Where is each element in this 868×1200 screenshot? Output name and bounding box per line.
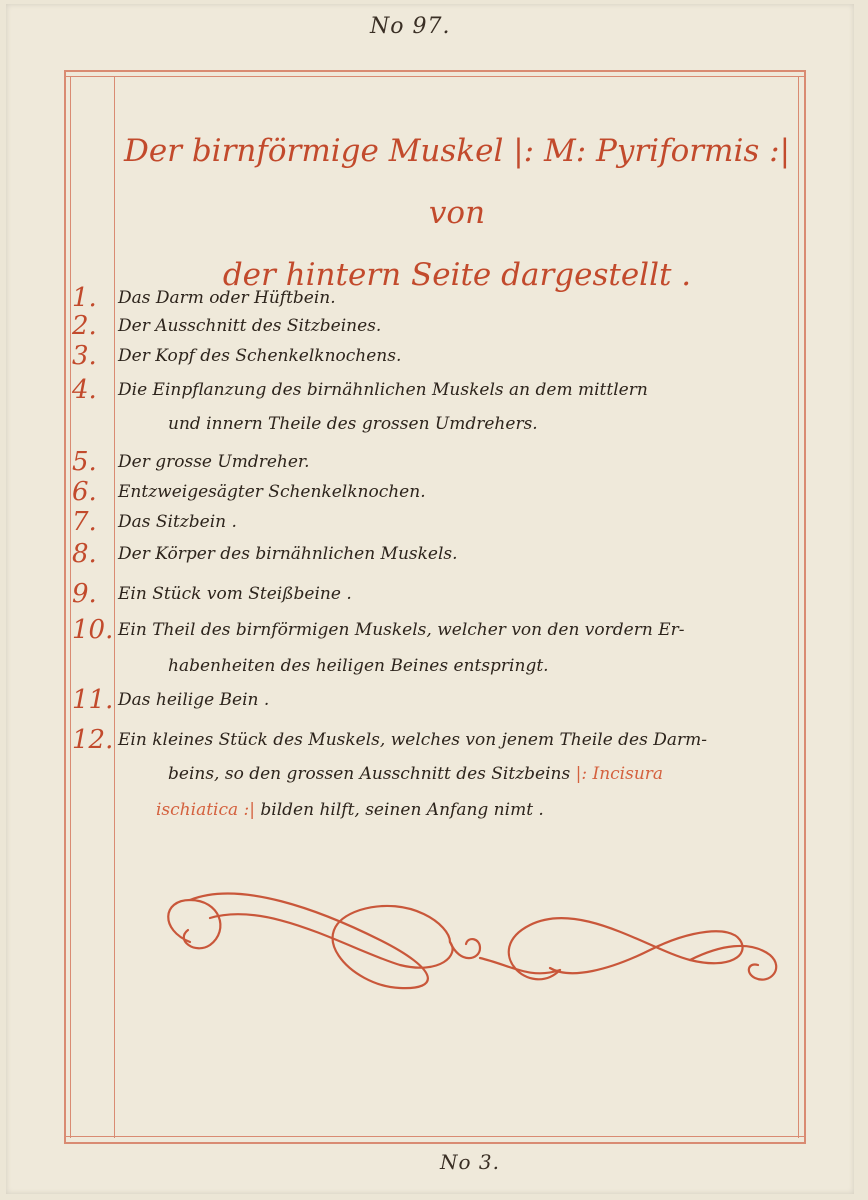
entry-text-continued	[168, 760, 798, 788]
entry-number: 10.	[72, 615, 114, 645]
entry-text: Der Körper des birnähnlichen Muskels.	[118, 544, 458, 564]
entry-text: Ein Theil des birnförmigen Muskels, welcher von den vordern Er-	[118, 620, 685, 640]
latin-term: |: Incisura	[575, 764, 664, 784]
entry-number: 2.	[72, 311, 97, 341]
entry-text: Das Sitzbein .	[118, 512, 237, 532]
entry-text: Der Kopf des Schenkelknochens.	[118, 346, 402, 366]
frame-outer-top	[64, 70, 806, 72]
entry-text: Das heilige Bein .	[118, 690, 270, 710]
page-number-top: No 97.	[370, 14, 451, 39]
entry-text-part: beins, so den grossen Ausschnitt des Sitzbeins	[168, 764, 571, 784]
frame-inner-left	[70, 76, 71, 1138]
title-line-1: Der birnförmige Muskel |: M: Pyriformis :| von	[123, 133, 791, 231]
entry-text-continued: und innern Theile des grossen Umdrehers.	[168, 414, 538, 434]
entry-number: 8.	[72, 539, 97, 569]
frame-inner-top	[64, 76, 806, 77]
page-number-bottom: No 3.	[440, 1150, 500, 1174]
entry-text: Entzweigesägter Schenkelknochen.	[118, 482, 426, 502]
entry-text: Ein kleines Stück des Muskels, welches von jenem Theile des Darm-	[118, 730, 707, 750]
entry-number: 9.	[72, 579, 97, 609]
entry-text: Das Darm oder Hüftbein.	[118, 288, 336, 308]
entry-text-part: bilden hilft, seinen Anfang nimt .	[260, 800, 544, 820]
entry-text: Die Einpflanzung des birnähnlichen Muskels an dem mittlern	[118, 380, 648, 400]
entry-number: 12.	[72, 725, 114, 755]
entry-text: Der Ausschnitt des Sitzbeines.	[118, 316, 382, 336]
frame-outer-left	[64, 70, 66, 1144]
entry-text-continued	[156, 796, 836, 824]
page-title	[112, 120, 802, 306]
decorative-flourish	[150, 870, 790, 1000]
entry-number: 3.	[72, 341, 97, 371]
frame-outer-bottom	[64, 1142, 806, 1144]
entry-text: Ein Stück vom Steißbeine .	[118, 584, 352, 604]
entry-text-continued: habenheiten des heiligen Beines entspringt.	[168, 656, 549, 676]
entry-text: Der grosse Umdreher.	[118, 452, 310, 472]
frame-outer-right	[804, 70, 806, 1144]
entry-number: 4.	[72, 375, 97, 405]
entry-number: 11.	[72, 685, 114, 715]
entry-number: 5.	[72, 447, 97, 477]
latin-term: ischiatica :|	[156, 800, 255, 820]
frame-inner-bottom	[64, 1136, 806, 1137]
entry-number: 1.	[72, 283, 97, 313]
entry-number: 7.	[72, 507, 97, 537]
entry-number: 6.	[72, 477, 97, 507]
title-line-2: der hintern Seite dargestellt .	[222, 257, 692, 293]
